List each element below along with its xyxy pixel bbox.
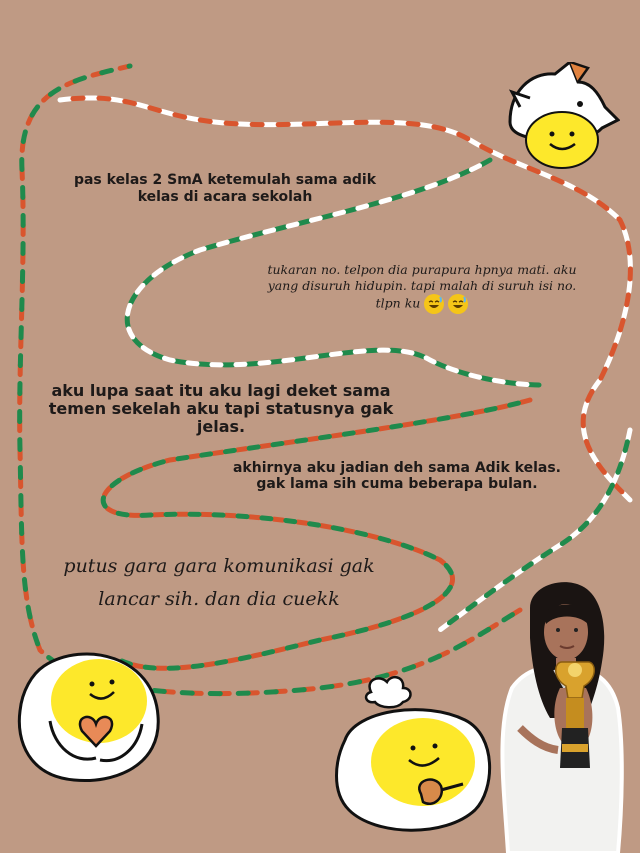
story-line-4b: gak lama sih cuma beberapa bulan. xyxy=(256,476,538,492)
laughing-sweat-emoji-icon xyxy=(448,294,468,314)
story-line-5: putus gara gara komunikasi gak lancar sih. dan dia cuekk xyxy=(63,555,375,610)
person-with-trophy-photo xyxy=(490,578,625,853)
story-line-1: pas kelas 2 SmA ketemulah sama adik kelas di acara sekolah xyxy=(73,172,377,205)
thinking-smiley-icon xyxy=(325,670,500,840)
story-line-2-text: tukaran no. telpon dia purapura hpnya mati. aku yang disuruh hidupin. tapi malah di suruh isi no. tlpn ku xyxy=(267,262,577,311)
story-line-4a: akhirnya aku jadian deh sama Adik kelas. xyxy=(232,460,561,476)
laughing-emoji-icon xyxy=(424,294,444,314)
hug-heart-smiley-icon xyxy=(14,646,164,786)
dog-smiley-icon xyxy=(500,62,620,172)
story-line-2 xyxy=(262,262,582,314)
story-line-4 xyxy=(228,460,566,492)
story-line-3: aku lupa saat itu aku lagi deket sama temen sekelah aku tapi statusnya gak jelas. xyxy=(48,381,394,436)
